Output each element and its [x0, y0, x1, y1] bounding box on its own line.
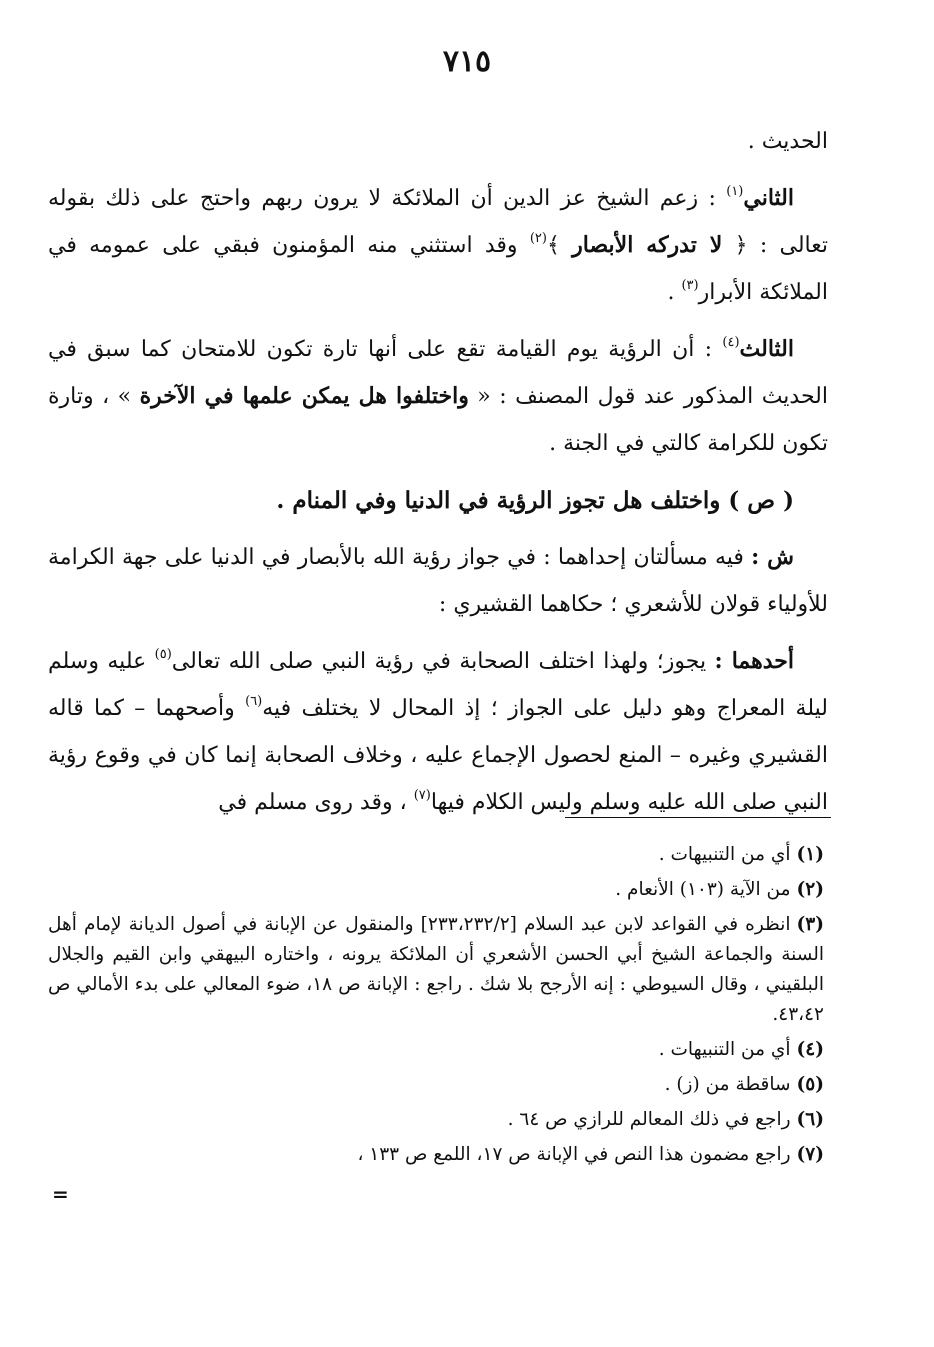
footnote-text: راجع مضمون هذا النص في الإبانة ص ١٧، اللمع ص ١٣٣ ،	[357, 1144, 791, 1165]
footnote-text: أي من التنبيهات .	[658, 1039, 791, 1060]
text: فيه مسألتان إحداهما : في جواز رؤية الله بالأبصار في الدنيا على جهة الكرامة للأولياء قولان للأشعري ؛ حكاهما القشيري :	[48, 545, 828, 617]
footnote-text: راجع في ذلك المعالم للرازي ص ٦٤ .	[507, 1109, 791, 1130]
footnote-ref-6: (٦)	[245, 694, 263, 709]
paragraph-third	[48, 326, 828, 467]
footnote-text: ساقطة من (ز) .	[664, 1074, 791, 1095]
footnote-number: (١)	[796, 844, 824, 865]
footnote	[48, 840, 824, 870]
footnote-ref-1: (١)	[726, 184, 744, 199]
footnote	[48, 1070, 824, 1100]
text: وأصحهما – كما قاله القشيري وغيره – المنع لحصول الإجماع عليه ، وخلاف الصحابة إنما كان في وقوع رؤية النبي صلى الله عليه وسلم وليس الكلام فيها	[48, 696, 828, 815]
paragraph-lead: ش :	[751, 544, 794, 570]
text: : أن الرؤية يوم القيامة تقع على أنها تارة تكون للامتحان كما سبق في الحديث المذكور عند قول المصنف : «	[48, 337, 828, 409]
footnote-text: من الآية (١٠٣) الأنعام .	[615, 879, 791, 900]
footnote	[48, 1105, 824, 1135]
footnote-divider	[565, 817, 831, 818]
footnote-number: (٤)	[796, 1039, 824, 1060]
footnote-ref-7: (٧)	[413, 788, 431, 803]
text: وقد استثني منه المؤمنون فبقي على عمومه في الملائكة الأبرار	[48, 233, 828, 305]
footnote	[48, 910, 824, 1030]
footnote-number: (٦)	[796, 1109, 824, 1130]
footnote-ref-3: (٣)	[681, 278, 699, 293]
footnote-ref-2: (٢)	[529, 231, 547, 246]
paragraph-lead: الثاني	[743, 185, 794, 211]
footnote	[48, 875, 824, 905]
footnote-ref-5: (٥)	[154, 647, 172, 662]
footnote-number: (٧)	[796, 1144, 824, 1165]
paragraph-hadith-end	[48, 118, 828, 165]
paragraph-lead: الثالث	[739, 336, 794, 362]
footnote-text: انظره في القواعد لابن عبد السلام [٢٣٣،٢٣٢/٢] والمنقول عن الإبانة في أصول الديانة لإمام أهل السنة والجماعة الشيخ أبي الحسن الأشعري أن الملائكة يرونه ، واختاره البيهقي وابن القيم والجلال البلقيني ، وقال السيوطي : إنه الأرجح بلا شك . راجع : الإبانة ص ١٨، ضوء المعالي على بدء الأمالي ص ٤٣،٤٢.	[48, 914, 824, 1025]
paragraph-lead: أحدهما :	[714, 648, 794, 674]
footnote-number: (٥)	[796, 1074, 824, 1095]
footnotes	[48, 840, 824, 1175]
paragraph-first-opinion	[48, 638, 828, 826]
quoted-text: واختلفوا هل يمكن علمها في الآخرة	[139, 383, 469, 409]
footnote-text: أي من التنبيهات .	[658, 844, 791, 865]
footnote-number: (٣)	[796, 914, 824, 935]
footnote	[48, 1140, 824, 1170]
text: ﴾	[546, 233, 573, 258]
paragraph-commentary	[48, 534, 828, 628]
text: يجوز؛ ولهذا اختلف الصحابة في رؤية النبي صلى الله تعالى	[171, 649, 715, 674]
paragraph-second	[48, 175, 828, 316]
footnote-ref-4: (٤)	[722, 335, 740, 350]
text: ، وقد روى مسلم في	[218, 790, 414, 815]
continuation-mark: =	[52, 1182, 69, 1206]
text: عليه وسلم ليلة المعراج وهو دليل على الجواز ؛ إذ المحال لا يختلف فيه	[48, 649, 828, 721]
footnote	[48, 1035, 824, 1065]
text: » ، وتارة تكون للكرامة كالتي في الجنة .	[48, 384, 828, 456]
text: .	[667, 280, 682, 305]
text: : زعم الشيخ عز الدين أن الملائكة لا يرون ربهم واحتج على ذلك بقوله تعالى : ﴿	[48, 186, 828, 258]
quran-quote: لا تدركه الأبصار	[572, 232, 723, 258]
main-text	[48, 118, 828, 836]
section-heading: ( ص ) واختلف هل تجوز الرؤية في الدنيا وفي المنام .	[276, 487, 794, 514]
page-number: ٧١٥	[442, 44, 492, 79]
footnote-number: (٢)	[796, 879, 824, 900]
text: الحديث .	[747, 129, 828, 154]
